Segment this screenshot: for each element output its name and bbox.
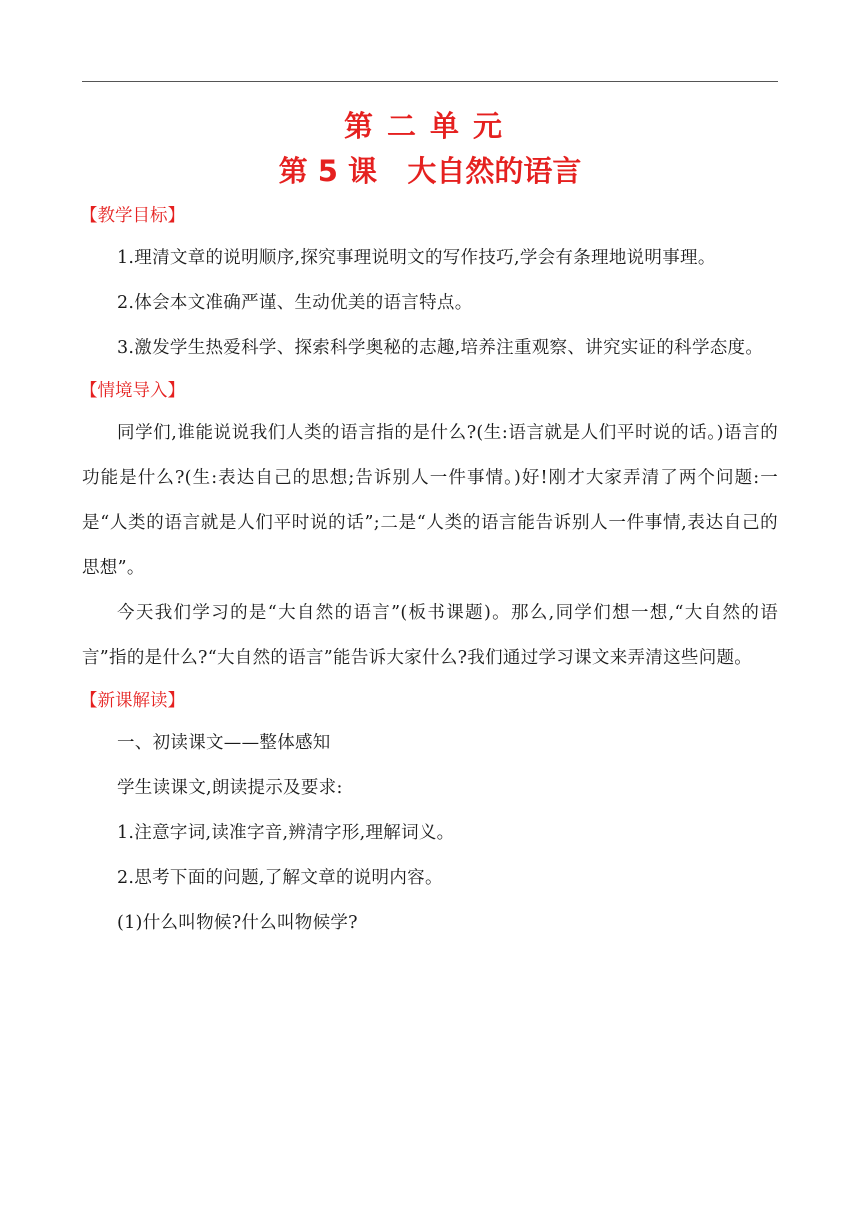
paragraph: 1.理清文章的说明顺序,探究事理说明文的写作技巧,学会有条理地说明事理。 [117,248,716,268]
paragraph: 学生读课文,朗读提示及要求: [117,778,343,798]
unit-title: 第二单元 [343,109,516,143]
header-rule [82,81,778,82]
paragraph: 今天我们学习的是“大自然的语言”(板书课题)。那么,同学们想一想,“大自然的语言”指的是什么?“大自然的语言”能告诉大家什么?我们通过学习课文来弄清这些问题。 [82,603,778,668]
paragraph: 2.体会本文准确严谨、生动优美的语言特点。 [117,293,473,313]
paragraph: 1.注意字词,读准字音,辨清字形,理解词义。 [117,823,455,843]
paragraph: (1)什么叫物候?什么叫物候学? [117,913,358,933]
section-heading: 【情境导入】 [80,381,185,401]
section-scenario-intro [82,371,778,681]
paragraph: 2.思考下面的问题,了解文章的说明内容。 [117,868,443,888]
document-body [82,196,778,946]
section-teaching-goals [82,196,778,371]
paragraph: 3.激发学生热爱科学、探索科学奥秘的志趣,培养注重观察、讲究实证的科学态度。 [117,338,764,358]
section-heading: 【新课解读】 [80,691,185,711]
section-new-lesson [82,681,778,946]
paragraph: 同学们,谁能说说我们人类的语言指的是什么?(生:语言就是人们平时说的话。)语言的功能是什么?(生:表达自己的思想;告诉别人一件事情。)好!刚才大家弄清了两个问题:一是“人类的语言就是人们平时说的话”;二是“人类的语言能告诉别人一件事情,表达自己的思想”。 [82,423,778,578]
lesson-title: 第 5 课 大自然的语言 [278,154,582,188]
section-heading: 【教学目标】 [80,206,185,226]
paragraph: 一、初读课文——整体感知 [117,733,331,753]
